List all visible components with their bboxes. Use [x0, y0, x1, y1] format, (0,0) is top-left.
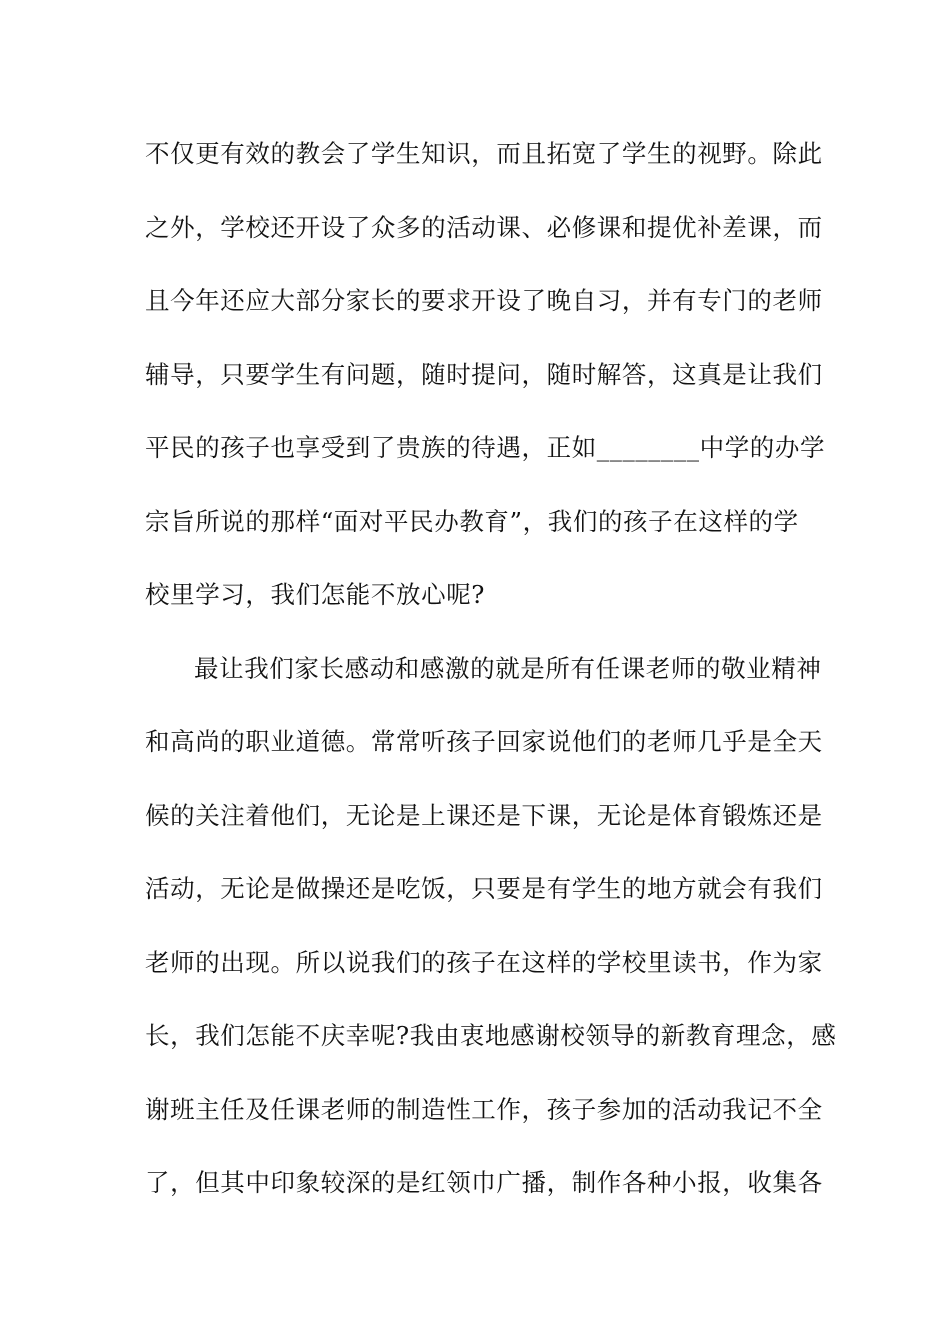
- text-line: 校里学习，我们怎能不放心呢?: [145, 580, 486, 609]
- text-line: 且今年还应大部分家长的要求开设了晚自习，并有专门的老师: [145, 286, 823, 315]
- text-line: 辅导，只要学生有问题，随时提问，随时解答，这真是让我们: [145, 359, 823, 389]
- text-line: 平民的孩子也享受到了贵族的待遇，正如________中学的办学: [145, 433, 826, 462]
- paragraph-start-line: 最让我们家长感动和感激的就是所有任课老师的敬业精神: [194, 653, 822, 683]
- text-line: 了，但其中印象较深的是红领巾广播，制作各种小报，收集各: [145, 1168, 823, 1197]
- document-body: [145, 128, 837, 1231]
- text-line: 宗旨所说的那样“面对平民办教育”，我们的孩子在这样的学: [145, 506, 799, 536]
- text-line: 谢班主任及任课老师的制造性工作，孩子参加的活动我记不全: [145, 1094, 823, 1124]
- text-line: 活动，无论是做操还是吃饭，只要是有学生的地方就会有我们: [145, 874, 823, 903]
- text-line: 不仅更有效的教会了学生知识，而且拓宽了学生的视野。除此: [145, 139, 823, 168]
- text-line: 之外，学校还开设了众多的活动课、必修课和提优补差课，而: [145, 212, 823, 242]
- text-line: 老师的出现。所以说我们的孩子在这样的学校里读书，作为家: [145, 947, 823, 977]
- text-line: 长，我们怎能不庆幸呢?我由衷地感谢校领导的新教育理念，感: [145, 1021, 837, 1050]
- text-line: 候的关注着他们，无论是上课还是下课，无论是体育锻炼还是: [145, 800, 823, 830]
- text-line: 和高尚的职业道德。常常听孩子回家说他们的老师几乎是全天: [145, 727, 823, 756]
